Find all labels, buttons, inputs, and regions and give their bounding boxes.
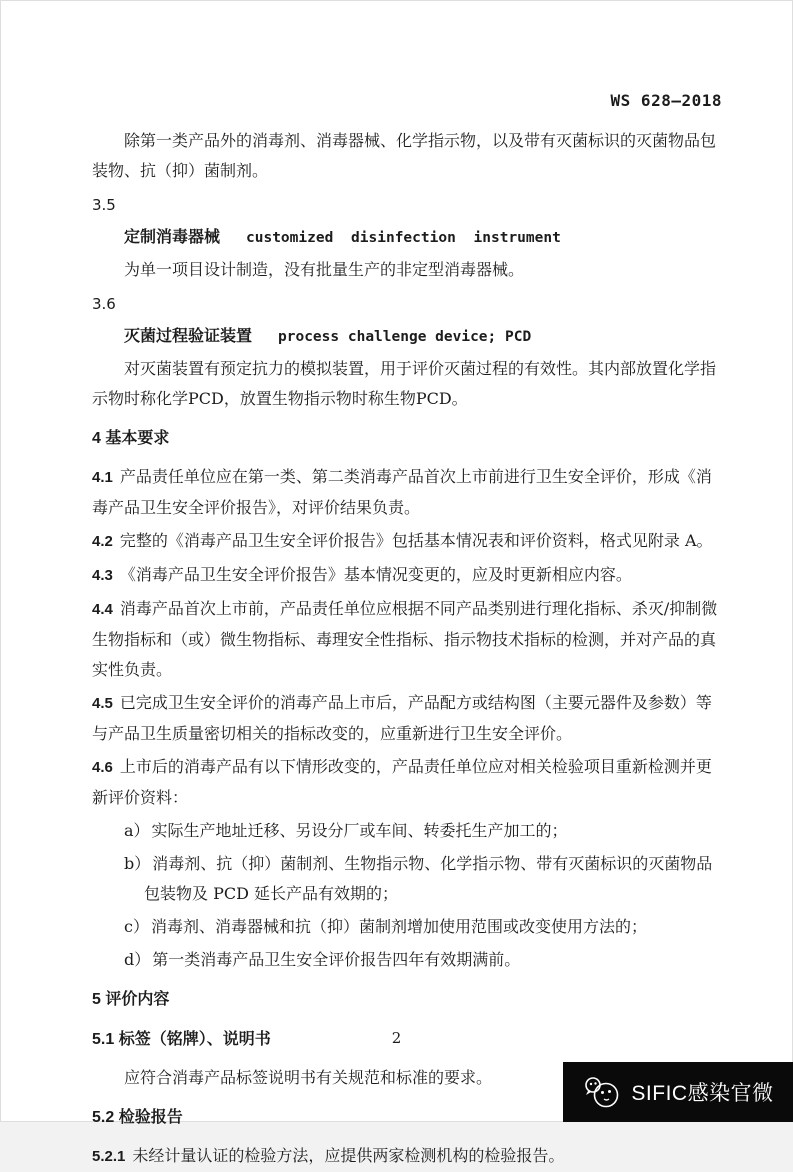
list-item-b bbox=[92, 849, 722, 909]
clause-text: 上市后的消毒产品有以下情形改变的，产品责任单位应对相关检验项目重新检测并更新评价资料： bbox=[92, 757, 712, 807]
clause-text: 消毒产品首次上市前，产品责任单位应根据不同产品类别进行理化指标、杀灭/抑制微生物指标和（或）微生物指标、毒理安全性指标、指示物技术指标的检测，并对产品的真实性负责。 bbox=[92, 599, 718, 679]
brand-watermark-bar bbox=[563, 1062, 793, 1122]
section-5-heading: 5 评价内容 bbox=[92, 991, 170, 1008]
clause-number: 4.6 bbox=[92, 759, 113, 776]
section-5-2-heading: 5.2 检验报告 bbox=[92, 1109, 183, 1126]
clause-number-3-6: 3.6 bbox=[92, 295, 116, 313]
clause-text: 《消毒产品卫生安全评价报告》基本情况变更的，应及时更新相应内容。 bbox=[119, 565, 632, 584]
list-text: 消毒剂、抗（抑）菌制剂、生物指示物、化学指示物、带有灭菌标识的灭菌物品包装物及 PCD 延长产品有效期的； bbox=[144, 854, 713, 903]
list-text: 实际生产地址迁移、另设分厂或车间、转委托生产加工的； bbox=[151, 821, 568, 840]
term-zh-label: 灭菌过程验证装置 bbox=[124, 328, 253, 345]
list-text: 消毒剂、消毒器械和抗（抑）菌制剂增加使用范围或改变使用方法的； bbox=[150, 917, 647, 936]
term-3-5-definition: 为单一项目设计制造，没有批量生产的非定型消毒器械。 bbox=[124, 260, 525, 279]
brand-label: SIFIC感染官微 bbox=[631, 1082, 774, 1105]
list-marker: b） bbox=[124, 854, 151, 873]
clause-4-2 bbox=[92, 526, 722, 557]
clause-number: 5.2.1 bbox=[92, 1148, 126, 1165]
clause-text: 完整的《消毒产品卫生安全评价报告》包括基本情况表和评价资料，格式见附录 A。 bbox=[119, 531, 713, 550]
page-number: 2 bbox=[391, 1029, 402, 1047]
clause-text: 产品责任单位应在第一类、第二类消毒产品首次上市前进行卫生安全评价，形成《消毒产品卫生安全评价报告》，对评价结果负责。 bbox=[92, 467, 712, 517]
clause-text: 未经计量认证的检验方法，应提供两家检测机构的检验报告。 bbox=[132, 1146, 565, 1165]
term-en-label: process challenge device; PCD bbox=[278, 329, 532, 345]
list-marker: d） bbox=[124, 950, 151, 969]
document-content bbox=[92, 0, 722, 1172]
term-3-6 bbox=[92, 321, 722, 352]
clause-number: 4.2 bbox=[92, 533, 113, 550]
term-en-label: customized disinfection instrument bbox=[246, 230, 561, 246]
section-5-1-heading: 5.1 标签（铭牌）、说明书 bbox=[92, 1031, 271, 1048]
section-4-heading: 4 基本要求 bbox=[92, 430, 170, 447]
clause-5-2-1 bbox=[92, 1141, 722, 1172]
clause-4-3 bbox=[92, 560, 722, 591]
list-item-a bbox=[92, 816, 722, 846]
clause-4-1 bbox=[92, 462, 722, 523]
list-text: 第一类消毒产品卫生安全评价报告四年有效期满前。 bbox=[152, 950, 521, 969]
clause-4-6 bbox=[92, 752, 722, 813]
sific-mascot-icon bbox=[582, 1075, 622, 1109]
clause-number: 4.4 bbox=[92, 601, 113, 618]
list-item-c bbox=[92, 912, 722, 942]
list-marker: a） bbox=[124, 821, 150, 840]
clause-number: 4.5 bbox=[92, 695, 113, 712]
clause-number: 4.3 bbox=[92, 567, 113, 584]
section-5-1-body: 应符合消毒产品标签说明书有关规范和标准的要求。 bbox=[124, 1068, 493, 1087]
standard-number: WS 628—2018 bbox=[610, 91, 722, 110]
clause-text: 已完成卫生安全评价的消毒产品上市后，产品配方或结构图（主要元器件及参数）等与产品卫生质量密切相关的指标改变的，应重新进行卫生安全评价。 bbox=[92, 693, 712, 743]
intro-paragraph: 除第一类产品外的消毒剂、消毒器械、化学指示物，以及带有灭菌标识的灭菌物品包装物、抗（抑）菌制剂。 bbox=[92, 131, 717, 180]
term-3-5 bbox=[92, 222, 722, 253]
clause-4-5 bbox=[92, 688, 722, 749]
clause-number: 4.1 bbox=[92, 469, 113, 486]
list-marker: c） bbox=[124, 917, 149, 936]
term-3-6-definition: 对灭菌装置有预定抗力的模拟装置，用于评价灭菌过程的有效性。其内部放置化学指示物时称化学PCD，放置生物指示物时称生物PCD。 bbox=[92, 359, 717, 408]
clause-number-3-5: 3.5 bbox=[92, 196, 116, 214]
clause-4-4 bbox=[92, 594, 722, 685]
list-item-d bbox=[92, 945, 722, 975]
term-zh-label: 定制消毒器械 bbox=[124, 229, 221, 246]
